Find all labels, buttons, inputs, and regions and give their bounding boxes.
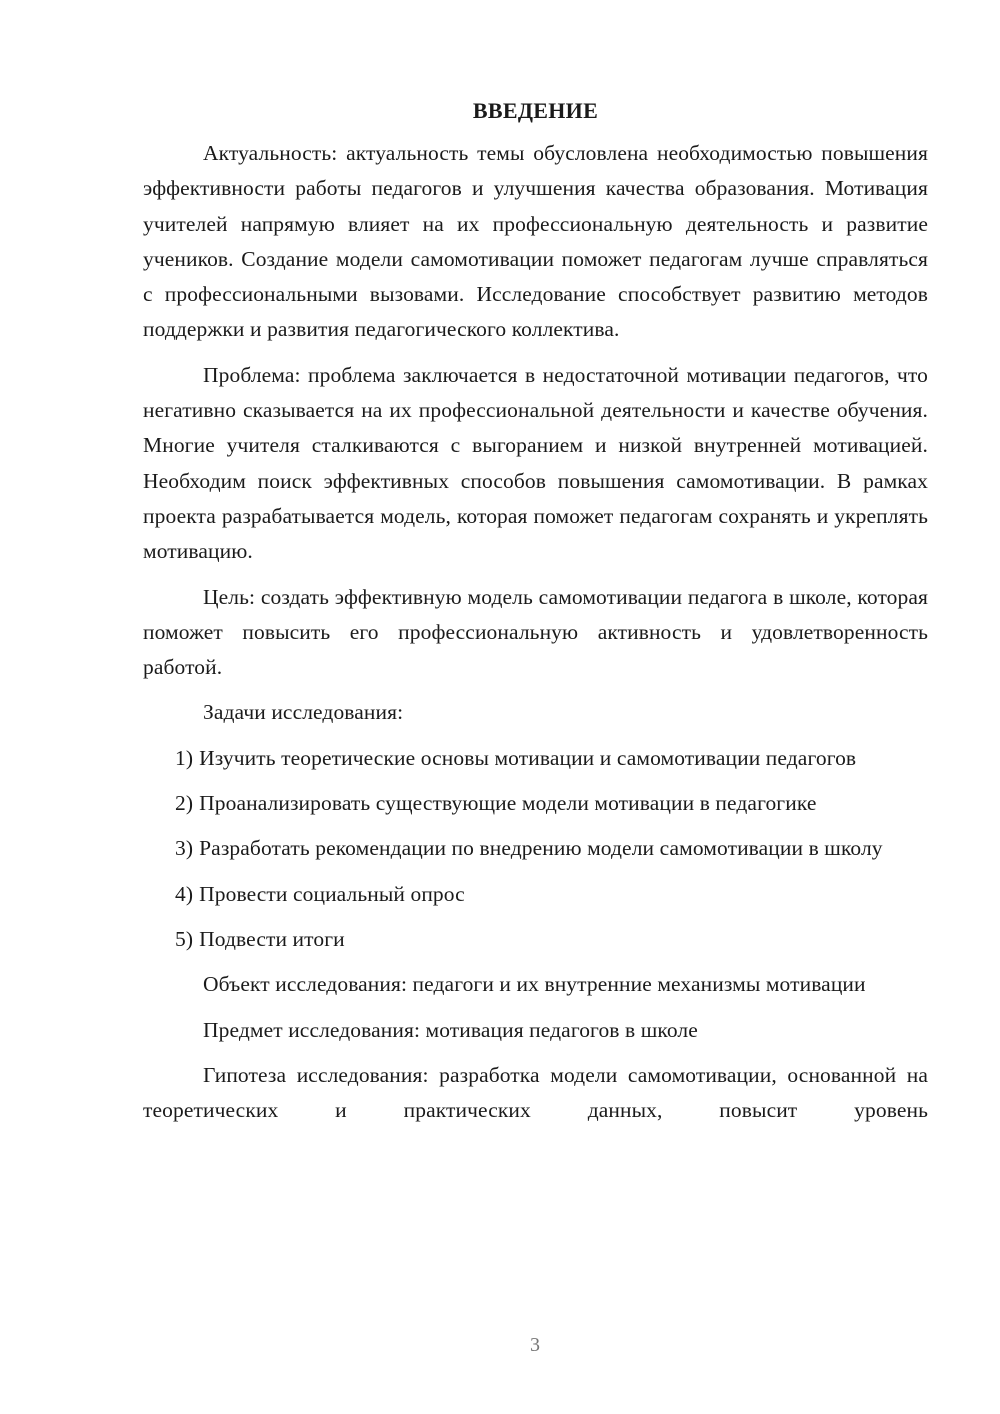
list-item-number: 5): [175, 926, 194, 951]
list-item-number: 4): [175, 881, 194, 906]
list-item: [143, 831, 928, 866]
tasks-list: [143, 741, 928, 957]
list-item: [143, 877, 928, 912]
list-item-text: Провести социальный опрос: [199, 881, 465, 906]
list-item-text: Проанализировать существующие модели мотивации в педагогике: [199, 791, 817, 816]
paragraph-subject: Предмет исследования: мотивация педагогов в школе: [203, 1017, 698, 1042]
list-item-text: Подвести итоги: [199, 926, 345, 951]
paragraph-hypothesis: Гипотеза исследования: разработка модели самомотивации, основанной на теоретических и практических данных, повысит уровень: [143, 1062, 928, 1123]
list-item-text: Изучить теоретические основы мотивации и самомотивации педагогов: [199, 745, 857, 770]
page-number: 3: [530, 1334, 540, 1356]
paragraph-goal: Цель: создать эффективную модель самомотивации педагога в школе, которая поможет повысить его профессиональную активность и удовлетворенность работой.: [143, 584, 928, 680]
paragraph-problem: Проблема: проблема заключается в недостаточной мотивации педагогов, что негативно сказывается на их профессиональной деятельности и качестве обучения. Многие учителя сталкиваются с выгоранием и низкой внутренней мотивацией. Необходим поиск эффективных способов повышения самомотивации. В рамках проекта разрабатывается модель, которая поможет педагогам сохранять и укреплять мотивацию.: [143, 362, 928, 564]
list-item-number: 3): [175, 836, 194, 861]
page-title: ВВЕДЕНИЕ: [472, 98, 599, 123]
paragraph-object: Объект исследования: педагоги и их внутренние механизмы мотивации: [203, 972, 866, 997]
tasks-heading: Задачи исследования:: [203, 700, 404, 725]
list-item-number: 2): [175, 791, 194, 816]
list-item: [143, 922, 928, 957]
list-item: [143, 786, 928, 821]
page-content: [143, 93, 928, 1138]
paragraph-relevance: Актуальность: актуальность темы обусловлена необходимостью повышения эффективности работы педагогов и улучшения качества образования. Мотивация учителей напрямую влияет на их профессиональную деятельность и развитие учеников. Создание модели самомотивации поможет педагогам лучше справляться с профессиональными вызовами. Исследование способствует развитию методов поддержки и развития педагогического коллектива.: [143, 141, 928, 342]
list-item-text: Разработать рекомендации по внедрению модели самомотивации в школу: [199, 836, 883, 861]
list-item: [143, 741, 928, 776]
list-item-number: 1): [175, 745, 194, 770]
